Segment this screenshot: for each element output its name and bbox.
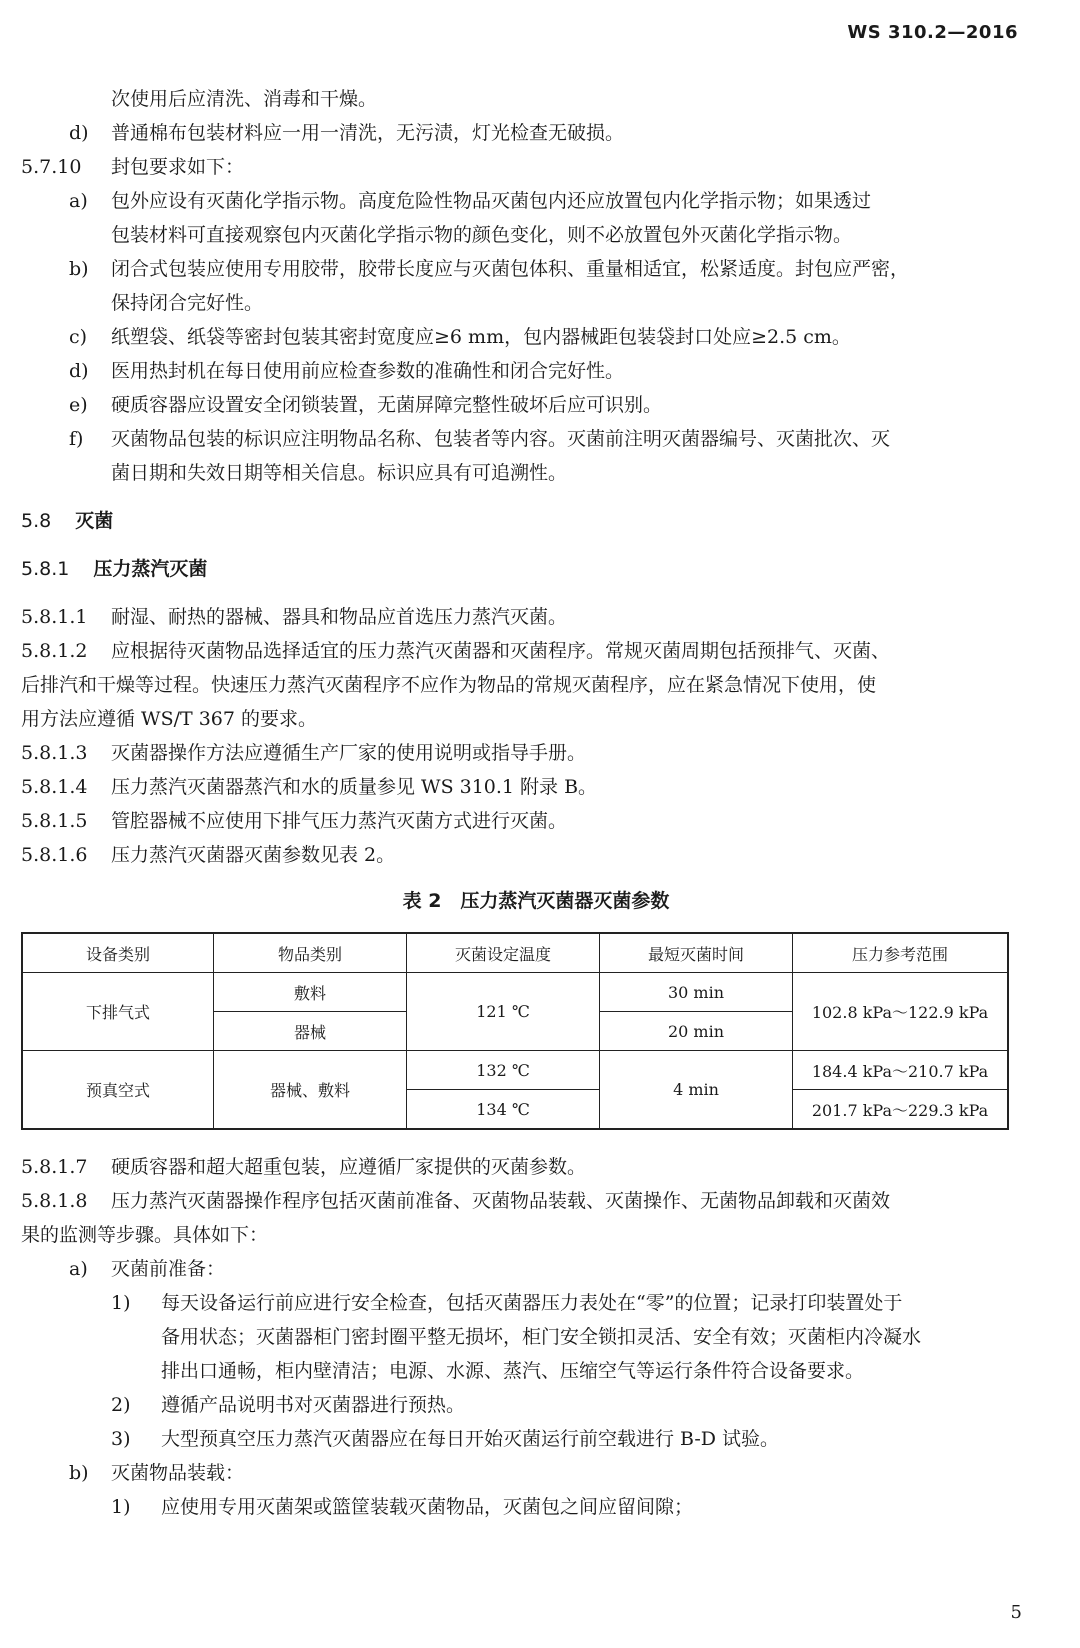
item-label: a) [69, 1258, 88, 1280]
clause-number: 5.8.1.1 [21, 606, 88, 628]
item-text: 遵循产品说明书对灭菌器进行预热。 [161, 1394, 466, 1416]
list-item-a [21, 184, 1051, 252]
table-cell: 器械 [214, 1012, 407, 1051]
table-cell: 132 ℃ [407, 1051, 600, 1090]
clause-text: 灭菌器操作方法应遵循生产厂家的使用说明或指导手册。 [111, 742, 587, 764]
clause-number: 5.8.1.6 [21, 844, 88, 866]
item-text: 硬质容器应设置安全闭锁装置，无菌屏障完整性破坏后应可识别。 [111, 394, 663, 416]
item-text: 普通棉布包装材料应一用一清洗，无污渍，灯光检查无破损。 [111, 122, 625, 144]
clause-5-8-1-8 [21, 1184, 1051, 1252]
item-label: 1) [111, 1496, 131, 1518]
clause-text-line: 压力蒸汽灭菌器操作程序包括灭菌前准备、灭菌物品装载、灭菌操作、无菌物品卸载和灭菌效 [111, 1190, 891, 1212]
item-text-line: 闭合式包装应使用专用胶带，胶带长度应与灭菌包体积、重量相适宜，松紧适度。封包应严密， [111, 258, 910, 280]
item-label: b) [69, 1462, 89, 1484]
item-text: 应使用专用灭菌架或篮筐装载灭菌物品，灭菌包之间应留间隙； [161, 1496, 694, 1518]
table-title: 表 2 压力蒸汽灭菌器灭菌参数 [402, 890, 670, 912]
clause-text: 封包要求如下： [111, 156, 245, 178]
clause-5-8-1-2 [21, 634, 1051, 736]
list-item-b [21, 1456, 1051, 1490]
clause-text: 压力蒸汽灭菌器蒸汽和水的质量参见 WS 310.1 附录 B。 [111, 776, 598, 798]
sub-item-3 [21, 1422, 1051, 1456]
item-text: 灭菌物品装载： [111, 1462, 245, 1484]
clause-5-8-1-1 [21, 600, 1051, 634]
section-title: 灭菌 [75, 510, 114, 532]
item-text-line: 每天设备运行前应进行安全检查，包括灭菌器压力表处在“零”的位置；记录打印装置处于 [161, 1292, 903, 1314]
list-item-e [21, 388, 1051, 422]
clause-number: 5.8.1.8 [21, 1190, 88, 1212]
clause-text-line: 应根据待灭菌物品选择适宜的压力蒸汽灭菌器和灭菌程序。常规灭菌周期包括预排气、灭菌、 [111, 640, 891, 662]
clause-5-8-1-6 [21, 838, 1051, 872]
clause-number: 5.8.1.5 [21, 810, 88, 832]
item-text: 医用热封机在每日使用前应检查参数的准确性和闭合完好性。 [111, 360, 625, 382]
item-text-line: 排出口通畅，柜内壁清洁；电源、水源、蒸汽、压缩空气等运行条件符合设备要求。 [161, 1360, 865, 1382]
sub-item-1 [21, 1490, 1051, 1524]
clause-text: 压力蒸汽灭菌器灭菌参数见表 2。 [111, 844, 396, 866]
item-label: c) [69, 326, 88, 348]
sub-item-1 [21, 1286, 1051, 1388]
table-cell: 20 min [600, 1012, 793, 1051]
sub-item-2 [21, 1388, 1051, 1422]
item-label: b) [69, 258, 89, 280]
clause-5-7-10 [21, 150, 1051, 184]
item-text: 大型预真空压力蒸汽灭菌器应在每日开始灭菌运行前空载进行 B-D 试验。 [161, 1428, 780, 1450]
item-label: 3) [111, 1428, 131, 1450]
table-cell: 4 min [600, 1051, 793, 1130]
list-item-d2 [21, 354, 1051, 388]
clause-5-8-1-5 [21, 804, 1051, 838]
sterilization-parameter-table [21, 932, 1009, 1130]
item-label: e) [69, 394, 88, 416]
clause-text-line: 果的监测等步骤。具体如下： [21, 1224, 269, 1246]
list-item-a [21, 1252, 1051, 1286]
clause-text: 耐湿、耐热的器械、器具和物品应首选压力蒸汽灭菌。 [111, 606, 568, 628]
item-label: d) [69, 360, 89, 382]
table-header-row [22, 933, 1008, 973]
item-label: 1) [111, 1292, 131, 1314]
table-cell: 30 min [600, 973, 793, 1012]
table-cell: 下排气式 [22, 973, 214, 1051]
table-cell: 预真空式 [22, 1051, 214, 1130]
clause-number: 5.8.1.2 [21, 640, 88, 662]
list-item [21, 82, 1051, 116]
item-text-line: 菌日期和失效日期等相关信息。标识应具有可追溯性。 [111, 462, 568, 484]
document-body [21, 82, 1051, 1524]
table-cell: 敷料 [214, 973, 407, 1012]
clause-5-8-1-7 [21, 1150, 1051, 1184]
table-header-cell: 物品类别 [214, 933, 407, 973]
page-number: 5 [1010, 1602, 1022, 1623]
list-item-c [21, 320, 1051, 354]
table-cell: 134 ℃ [407, 1090, 600, 1130]
item-text: 次使用后应清洗、消毒和干燥。 [111, 88, 378, 110]
item-label: a) [69, 190, 88, 212]
item-text-line: 包装材料可直接观察包内灭菌化学指示物的颜色变化，则不必放置包外灭菌化学指示物。 [111, 224, 853, 246]
item-text: 纸塑袋、纸袋等密封包装其密封宽度应≥6 mm，包内器械距包装袋封口处应≥2.5 cm。 [111, 326, 851, 348]
section-title: 压力蒸汽灭菌 [93, 558, 208, 580]
item-label: f) [69, 428, 84, 450]
item-text: 灭菌前准备： [111, 1258, 226, 1280]
clause-number: 5.7.10 [21, 156, 82, 178]
section-number: 5.8.1 [21, 558, 70, 580]
item-text-line: 备用状态；灭菌器柜门密封圈平整无损坏，柜门安全锁扣灵活、安全有效；灭菌柜内冷凝水 [161, 1326, 922, 1348]
clause-text: 硬质容器和超大超重包装，应遵循厂家提供的灭菌参数。 [111, 1156, 587, 1178]
clause-text-line: 用方法应遵循 WS/T 367 的要求。 [21, 708, 318, 730]
table-row [22, 1051, 1008, 1090]
clause-text: 管腔器械不应使用下排气压力蒸汽灭菌方式进行灭菌。 [111, 810, 568, 832]
list-item-b [21, 252, 1051, 320]
table-header-cell: 压力参考范围 [793, 933, 1009, 973]
table-cell: 102.8 kPa～122.9 kPa [793, 973, 1009, 1051]
list-item-f [21, 422, 1051, 490]
table-cell: 器械、敷料 [214, 1051, 407, 1130]
table-header-cell: 灭菌设定温度 [407, 933, 600, 973]
clause-5-8-1-3 [21, 736, 1051, 770]
section-number: 5.8 [21, 510, 52, 532]
section-heading-5-8 [21, 504, 1051, 538]
item-label: d) [69, 122, 89, 144]
clause-5-8-1-4 [21, 770, 1051, 804]
standard-code: WS 310.2—2016 [847, 22, 1018, 43]
clause-number: 5.8.1.3 [21, 742, 88, 764]
clause-number: 5.8.1.4 [21, 776, 88, 798]
table-header-cell: 最短灭菌时间 [600, 933, 793, 973]
clause-text-line: 后排汽和干燥等过程。快速压力蒸汽灭菌程序不应作为物品的常规灭菌程序，应在紧急情况下使用，使 [21, 674, 877, 696]
item-text-line: 灭菌物品包装的标识应注明物品名称、包装者等内容。灭菌前注明灭菌器编号、灭菌批次、灭 [111, 428, 891, 450]
table-cell: 121 ℃ [407, 973, 600, 1051]
section-heading-5-8-1 [21, 552, 1051, 586]
table-cell: 201.7 kPa～229.3 kPa [793, 1090, 1009, 1130]
item-text-line: 包外应设有灭菌化学指示物。高度危险性物品灭菌包内还应放置包内化学指示物；如果透过 [111, 190, 872, 212]
item-text-line: 保持闭合完好性。 [111, 292, 264, 314]
item-label: 2) [111, 1394, 131, 1416]
list-item-d [21, 116, 1051, 150]
clause-number: 5.8.1.7 [21, 1156, 88, 1178]
table-row [22, 973, 1008, 1012]
table-header-cell: 设备类别 [22, 933, 214, 973]
table-cell: 184.4 kPa～210.7 kPa [793, 1051, 1009, 1090]
